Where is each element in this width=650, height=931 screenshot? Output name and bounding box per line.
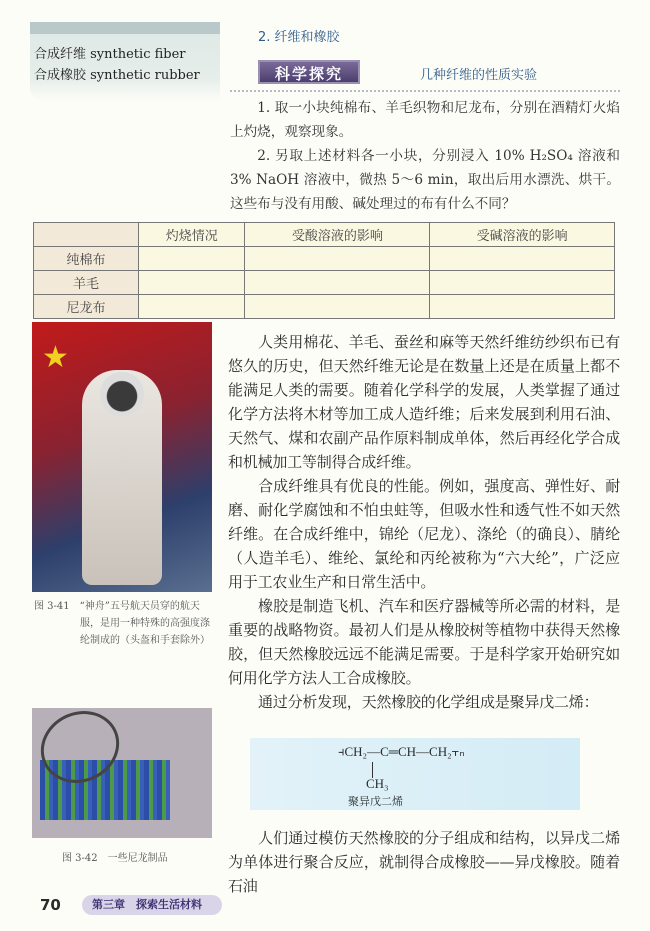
paragraph: 人类用棉花、羊毛、蚕丝和麻等天然纤维纺纱织布已有悠久的历史，但天然纤维无论是在数量上还是在质量上都不能满足人类的需要。随着化学科学的发展，人类掌握了通过化学方法将木材等加工成人造纤维；后来发展到利用石油、天然气、煤和农副产品作原料制成单体，然后再经化学合成和机械加工等制得合成纤维。 (228, 333, 620, 471)
table-header: 灼烧情况 (139, 223, 245, 247)
glossary-term: 合成纤维 synthetic fiber (34, 47, 186, 62)
experiment-step: 2. 另取上述材料各一小块，分别浸入 10% H₂SO₄ 溶液和 3% NaOH 溶液中，微热 5～6 min，取出后用水漂洗、烘干。这些布与没有用酸、碱处理过的布有什么不同？ (230, 148, 620, 212)
row-label: 羊毛 (34, 271, 139, 295)
body-text (228, 330, 620, 714)
table-header-row (34, 223, 615, 247)
paragraph: 人们通过模仿天然橡胶的分子组成和结构，以异戊二烯为单体进行聚合反应，就制得合成橡胶——异戊橡胶。随着石油 (228, 829, 620, 895)
paragraph: 通过分析发现，天然橡胶的化学组成是聚异戊二烯： (258, 693, 599, 711)
science-inquiry-badge: 科学探究 (258, 60, 360, 84)
helmet (100, 372, 144, 416)
paragraph: 合成纤维具有优良的性能。例如，强度高、弹性好、耐磨、耐化学腐蚀和不怕虫蛀等，但吸水性和透气性不如天然纤维。在合成纤维中，锦纶（尼龙）、涤纶（的确良）、腈纶（人造羊毛）、维纶、氯纶和丙纶被称为“六大纶”，广泛应用于工农业生产和日常生活中。 (228, 477, 620, 591)
paragraph: 橡胶是制造飞机、汽车和医疗器械等所必需的材料，是重要的战略物资。最初人们是从橡胶树等植物中获得天然橡胶，但天然橡胶远远不能满足需要。于是科学家开始研究如何用化学方法人工合成橡胶。 (228, 597, 620, 687)
figure-caption: 图 3-41 “神舟”五号航天员穿的航天服，是用一种特殊的高强度涤纶制成的（头盔和手套除外） (34, 601, 210, 646)
formula-main: ⫞CH₂—C═CH—CH₂⫟ₙ (338, 744, 465, 759)
formula-branch: CH₃ (366, 776, 389, 791)
body-text (228, 826, 620, 898)
formula-label: 聚异戊二烯 (348, 795, 403, 808)
table-header: 受酸溶液的影响 (245, 223, 430, 247)
formula-box (250, 738, 580, 810)
divider (230, 90, 620, 92)
table-row (34, 271, 615, 295)
section-title: 2. 纤维和橡胶 (258, 30, 340, 45)
table-header: 受碱溶液的影响 (430, 223, 615, 247)
row-label: 纯棉布 (34, 247, 139, 271)
experiment-table (33, 222, 615, 319)
glossary-box (30, 22, 220, 102)
chapter-tab: 第三章 探索生活材料 (82, 895, 222, 915)
experiment-steps (230, 96, 620, 216)
table-row (34, 295, 615, 319)
table-header (34, 223, 139, 247)
figure-caption: 图 3-42 一些尼龙制品 (62, 853, 168, 864)
experiment-title: 几种纤维的性质实验 (420, 68, 538, 83)
experiment-step: 1. 取一小块纯棉布、羊毛织物和尼龙布，分别在酒精灯火焰上灼烧，观察现象。 (230, 100, 620, 140)
page-number: 70 (40, 896, 61, 914)
table-row (34, 247, 615, 271)
glossary-term: 合成橡胶 synthetic rubber (34, 68, 200, 83)
row-label: 尼龙布 (34, 295, 139, 319)
star-icon: ★ (42, 340, 69, 375)
